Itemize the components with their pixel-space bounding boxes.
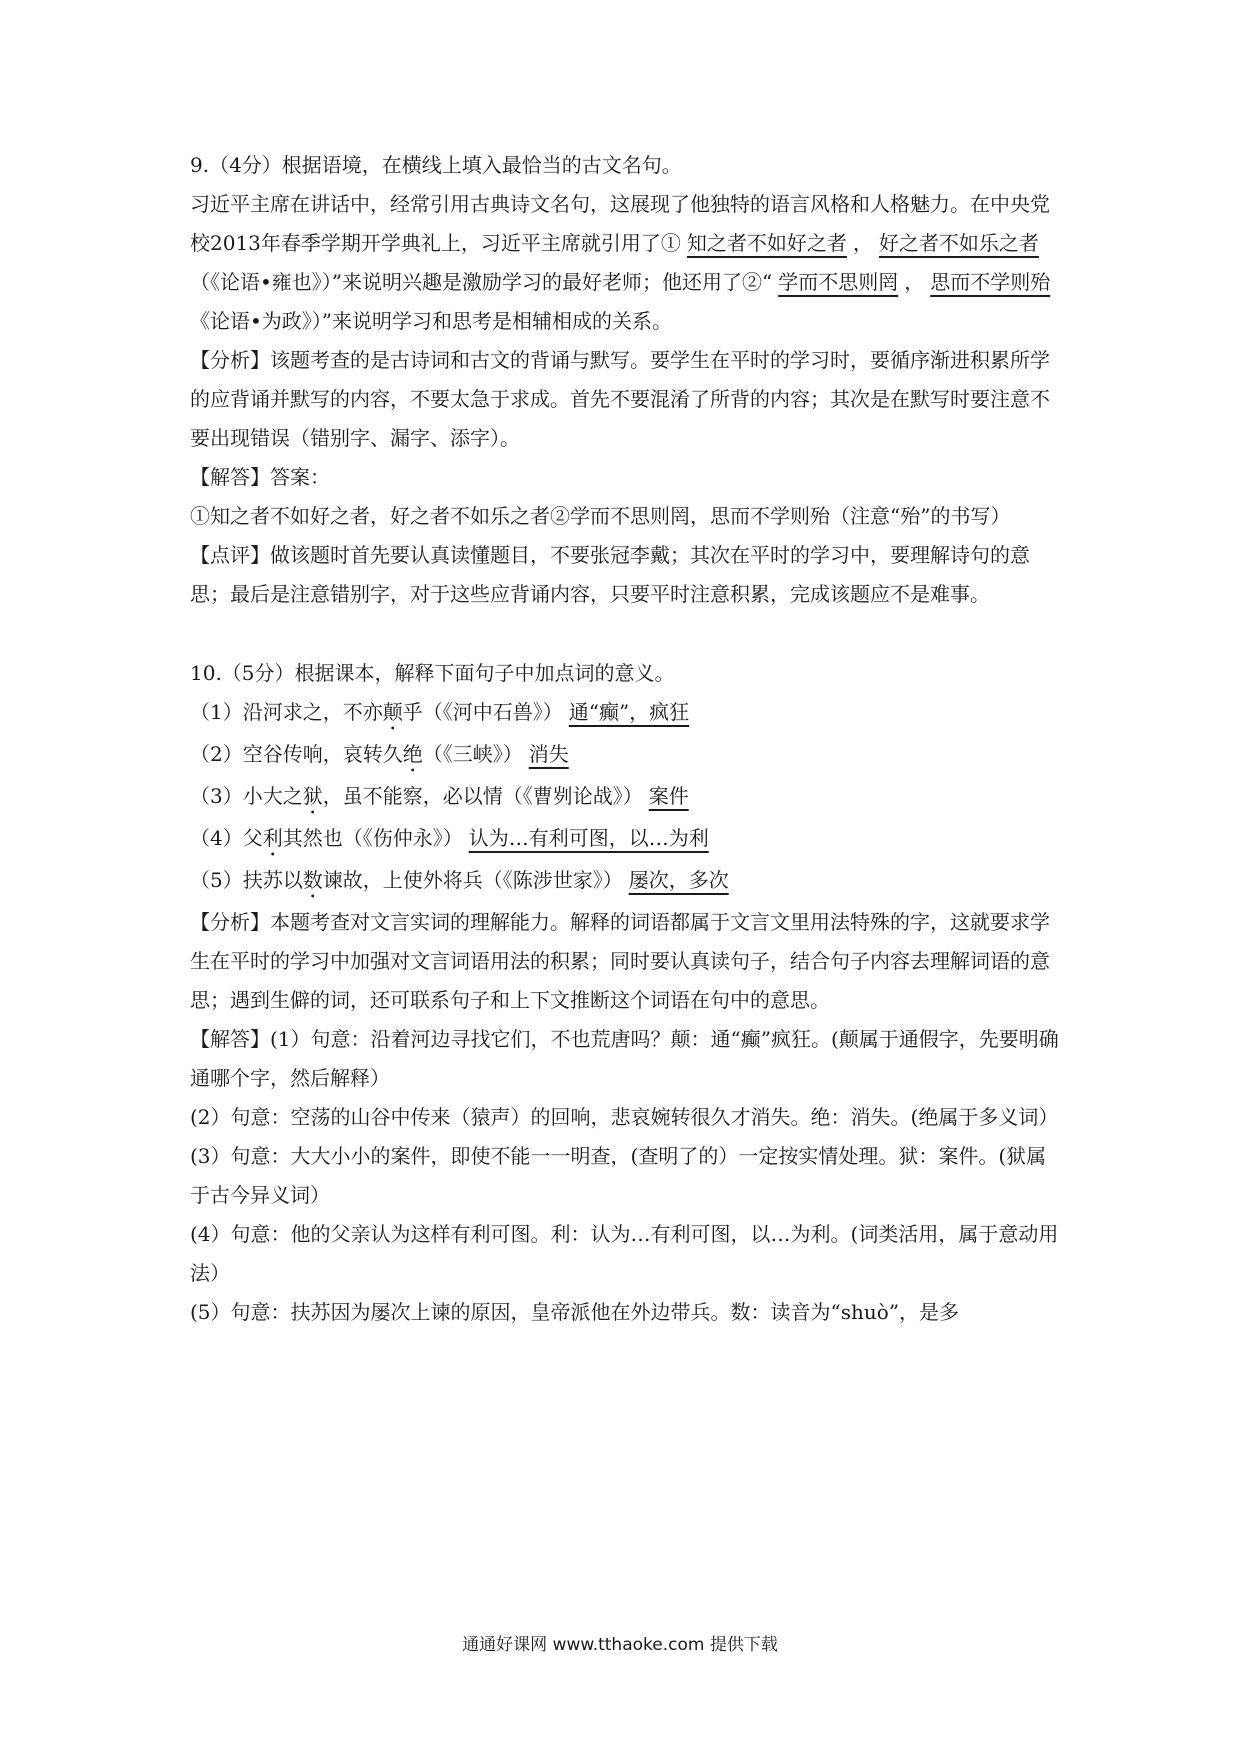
q10-item-dotted-word: 绝 xyxy=(402,742,423,766)
q10-answer-3: (3）句意：大大小小的案件，即使不能一一明查，(查明了的）一定按实情处理。狱：案件。(狱属于古今异义词） xyxy=(190,1144,1047,1207)
q9-passage-text-a: 习近平主席在讲话中，经常引用古典诗文名句，这展现了他独特的语言风格和人格魅力。在中央党校2013年春季学期开学典礼上，习近平主席就引用了① xyxy=(190,192,1050,255)
q9-passage-text-b: ， xyxy=(852,231,873,255)
q9-answer-1: 知之者不如好之者 xyxy=(686,231,847,255)
q10-item-pre: （4）父 xyxy=(190,826,263,850)
q9-comment: 【点评】做该题时首先要认真读懂题目，不要张冠李戴；其次在平时的学习中，要理解诗句的意思；最后是注意错别字，对于这些应背诵内容，只要平时注意积累，完成该题应不是难事。 xyxy=(190,543,1030,606)
q9-passage xyxy=(190,185,1060,341)
q9-title: 9.（4分）根据语境，在横线上填入最恰当的古文名句。 xyxy=(190,153,682,177)
q10-item-answer: 案件 xyxy=(648,784,689,808)
q10-item-post: ，虽不能察，必以情（《曹刿论战》） xyxy=(322,784,643,808)
q10-item xyxy=(190,735,1060,777)
q10-item xyxy=(190,777,1060,819)
q10-item-pre: （2）空谷传响，哀转久 xyxy=(190,742,403,766)
q10-answer-4: (4）句意：他的父亲认为这样有利可图。利：认为…有利可图，以…为利。(词类活用，属于意动用法） xyxy=(190,1222,1059,1285)
q9-answer-text: ①知之者不如好之者，好之者不如乐之者②学而不思则罔，思而不学则殆（注意“殆”的书写） xyxy=(190,504,1011,528)
q9-passage-text-d: ， xyxy=(904,270,925,294)
q9-answer-label: 【解答】答案： xyxy=(190,465,330,489)
q9-answer-3: 学而不思则罔 xyxy=(778,270,899,294)
q10-item-pre: （5）扶苏以 xyxy=(190,868,303,892)
q10-item-post: 谏故，上使外将兵（《陈涉世家》） xyxy=(322,868,623,892)
q10-item-dotted-word: 利 xyxy=(262,826,283,850)
q10-item-dotted-word: 狱 xyxy=(302,784,323,808)
section-gap xyxy=(190,614,1060,654)
page-footer: 通通好课网 www.tthaoke.com 提供下载 xyxy=(462,1635,778,1655)
q10-item-dotted-word: 数 xyxy=(302,868,323,892)
document-body xyxy=(190,146,1060,1332)
q10-item-pre: （3）小大之 xyxy=(190,784,303,808)
q10-item xyxy=(190,693,1060,735)
q10-item-pre: （1）沿河求之，不亦 xyxy=(190,700,383,724)
q10-item-post: 乎（《河中石兽》） xyxy=(402,700,563,724)
q9-answer-2: 好之者不如乐之者 xyxy=(878,231,1039,255)
q9-passage-text-e: 《论语•为政》）”来说明学习和思考是相辅相成的关系。 xyxy=(190,309,673,333)
q10-title: 10.（5分）根据课本，解释下面句子中加点词的意义。 xyxy=(190,661,675,685)
q10-answer-5: (5）句意：扶苏因为屡次上谏的原因，皇帝派他在外边带兵。数：读音为“shuò”，是多 xyxy=(190,1300,960,1324)
q10-item-answer: 消失 xyxy=(528,742,569,766)
q10-answer-1: 【解答】(1）句意：沿着河边寻找它们，不也荒唐吗？颠：通“癫”疯狂。(颠属于通假字，先要明确通哪个字，然后解释） xyxy=(190,1027,1059,1090)
q10-item xyxy=(190,819,1060,861)
q9-answer-4: 思而不学则殆 xyxy=(930,270,1051,294)
q10-item-post: （《三峡》） xyxy=(422,742,523,766)
q10-answer-2: (2）句意：空荡的山谷中传来（猿声）的回响，悲哀婉转很久才消失。绝：消失。(绝属于多义词） xyxy=(190,1105,1059,1129)
q10-item-answer: 认为…有利可图，以…为利 xyxy=(468,826,709,850)
q10-item-dotted-word: 颠 xyxy=(382,700,403,724)
q10-item-post: 其然也（《伤仲永》） xyxy=(282,826,463,850)
q10-item xyxy=(190,861,1060,903)
q10-analysis: 【分析】本题考查对文言实词的理解能力。解释的词语都属于文言文里用法特殊的字，这就要求学生在平时的学习中加强对文言词语用法的积累；同时要认真读句子，结合句子内容去理解词语的意思；遇到生僻的词，还可联系句子和上下文推断这个词语在句中的意思。 xyxy=(190,910,1050,1012)
q10-item-answer: 屡次，多次 xyxy=(628,868,729,892)
q9-passage-text-c: （《论语•雍也》）”来说明兴趣是激励学习的最好老师；他还用了②“ xyxy=(190,270,773,294)
q10-item-answer: 通“癫”，疯狂 xyxy=(568,700,690,724)
q9-analysis: 【分析】该题考查的是古诗词和古文的背诵与默写。要学生在平时的学习时，要循序渐进积累所学的应背诵并默写的内容，不要太急于求成。首先不要混淆了所背的内容；其次是在默写时要注意不要出现错误（错别字、漏字、添字）。 xyxy=(190,348,1050,450)
